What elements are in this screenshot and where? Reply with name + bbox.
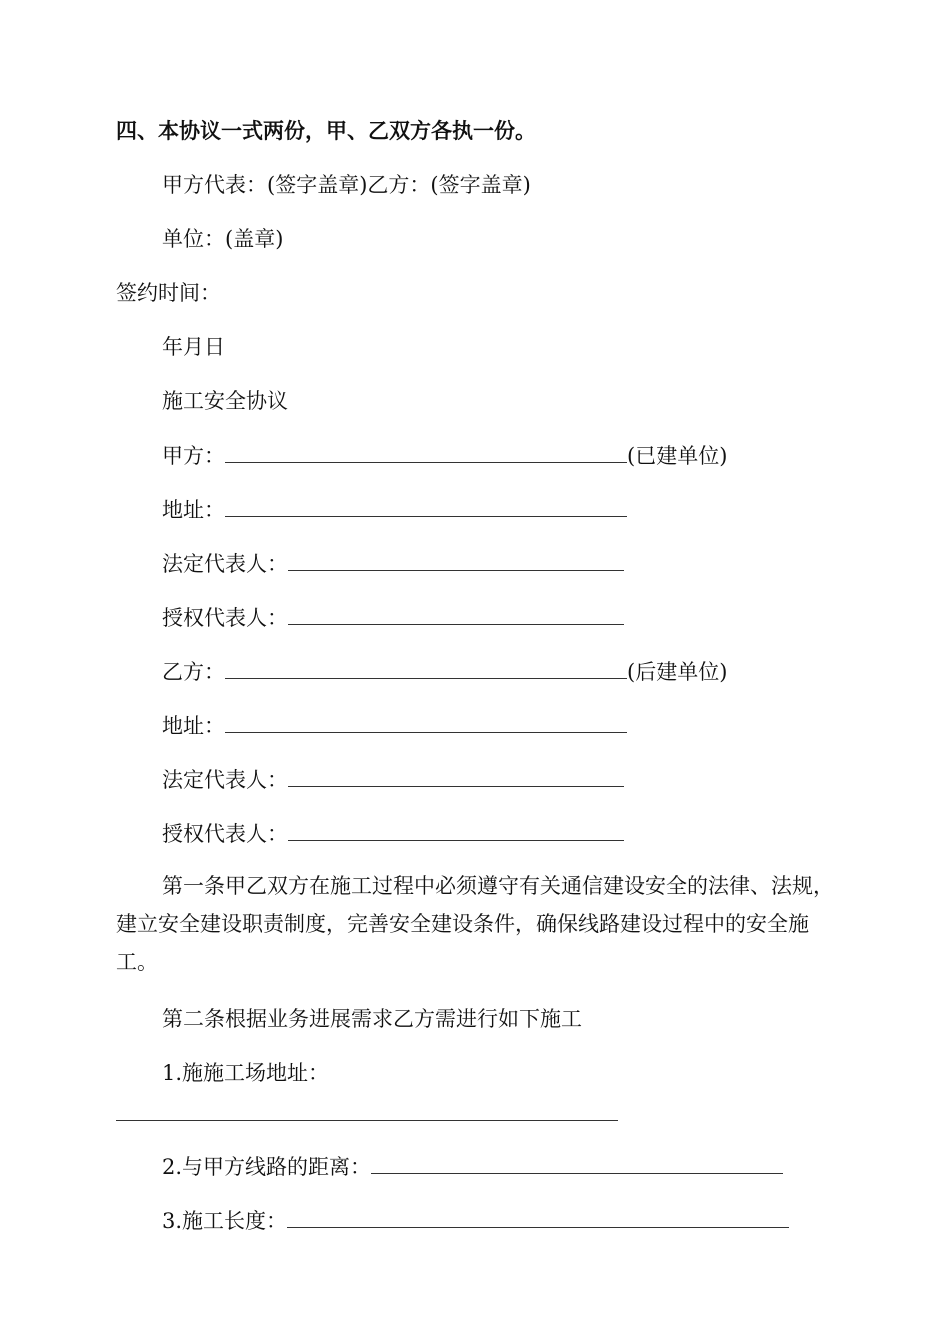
item-three-blank[interactable] (287, 1205, 789, 1228)
party-b-legal-rep-label: 法定代表人： (162, 768, 288, 792)
unit-line: 单位：(盖章) (162, 227, 284, 251)
party-b-auth-rep-blank[interactable] (288, 818, 624, 841)
item-three-row (162, 1205, 789, 1236)
party-a-blank[interactable] (225, 440, 627, 463)
item-two-label: 2.与甲方线路的距离： (162, 1155, 372, 1179)
party-b-legal-rep-blank[interactable] (288, 764, 624, 787)
document-title: 施工安全协议 (162, 389, 288, 413)
party-a-label: 甲方： (162, 444, 225, 468)
sign-time-label: 签约时间： (116, 281, 221, 305)
party-b-auth-rep-row (162, 818, 624, 849)
item-two-blank[interactable] (371, 1151, 783, 1174)
party-a-address-label: 地址： (162, 498, 225, 522)
article-two-line: 第二条根据业务进展需求乙方需进行如下施工 (162, 1007, 582, 1031)
party-a-auth-rep-blank[interactable] (288, 602, 624, 625)
party-a-suffix: (已建单位) (627, 444, 728, 468)
party-b-auth-rep-label: 授权代表人： (162, 822, 288, 846)
party-a-address-blank[interactable] (225, 494, 627, 517)
party-a-auth-rep-label: 授权代表人： (162, 606, 288, 630)
party-a-legal-rep-blank[interactable] (288, 548, 624, 571)
party-b-suffix: (后建单位) (627, 660, 728, 684)
party-a-legal-rep-row (162, 548, 624, 579)
party-b-blank[interactable] (225, 656, 627, 679)
party-a-row (162, 440, 727, 471)
item-three-label: 3.施工长度： (162, 1209, 288, 1233)
article-one-paragraph: 第一条甲乙双方在施工过程中必须遵守有关通信建设安全的法律、法规，建立安全建设职责制度，完善安全建设条件，确保线路建设过程中的安全施工。 (116, 874, 834, 974)
signature-line: 甲方代表：(签字盖章)乙方：(签字盖章) (162, 173, 531, 197)
party-b-address-row (162, 710, 627, 741)
item-two-row (162, 1151, 783, 1182)
party-a-legal-rep-label: 法定代表人： (162, 552, 288, 576)
party-a-address-row (162, 494, 627, 525)
item-one-label: 1.施施工场地址： (162, 1061, 330, 1085)
clause-four-heading: 四、本协议一式两份，甲、乙双方各执一份。 (116, 119, 536, 143)
party-a-auth-rep-row (162, 602, 624, 633)
party-b-row (162, 656, 727, 687)
date-line: 年月日 (162, 335, 225, 359)
party-b-address-blank[interactable] (225, 710, 627, 733)
party-b-legal-rep-row (162, 764, 624, 795)
party-b-label: 乙方： (162, 660, 225, 684)
item-one-blank[interactable] (116, 1120, 618, 1121)
party-b-address-label: 地址： (162, 714, 225, 738)
